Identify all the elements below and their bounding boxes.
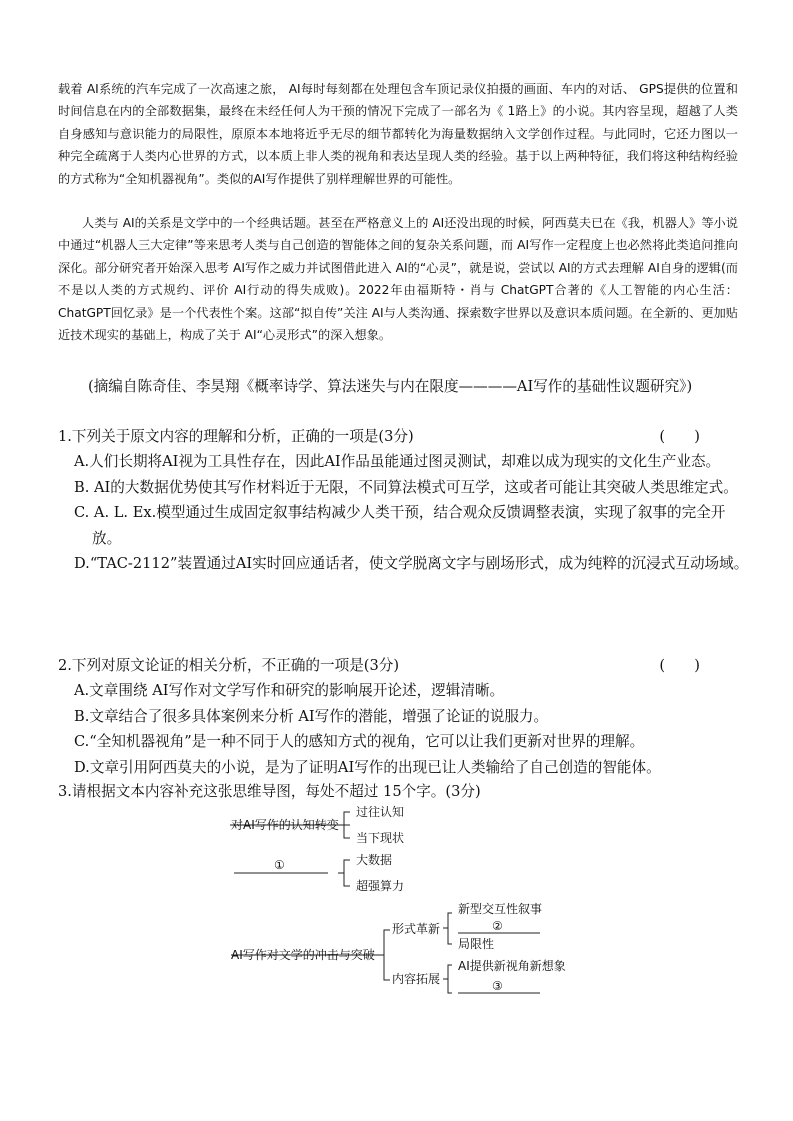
mindmap-node-past-cognition: 过往认知 [356, 805, 405, 819]
mindmap-node-current-status: 当下现状 [356, 831, 405, 845]
question-2-stem-text: 2.下列对原文论证的相关分析，不正确的一项是(3分) [58, 657, 400, 674]
question-1-option-c[interactable]: C. A. L. Ex.模型通过生成固定叙事结构减少人类干预，结合观众反馈调整表演，实现了叙事的完全开放。 [74, 504, 726, 547]
question-1-stem-text: 1.下列关于原文内容的理解和分析，正确的一项是(3分) [58, 428, 414, 445]
mindmap-node-content-expansion: 内容拓展 [392, 972, 441, 986]
question-1-option-d[interactable]: D.“TAC-2112”装置通过AI实时回应通话者，使文学脱离文字与剧场形式，成为纯粹的沉浸式互动场域。 [74, 555, 749, 572]
mindmap-node-interactive-narrative: 新型交互性叙事 [458, 902, 543, 916]
mindmap-node-cognition-change: 对AI写作的认知转变 [231, 818, 339, 832]
question-2-option-d[interactable]: D.文章引用阿西莫夫的小说，是为了证明AI写作的出现已让人类输给了自己创造的智能体。 [74, 758, 661, 776]
passage-source: (摘编自陈奇佳、李昊翔《概率诗学、算法迷失与内在限度————AI写作的基础性议题研究》) [88, 378, 693, 395]
mindmap-node-big-data: 大数据 [356, 853, 393, 867]
passage-paragraph-2-text: 人类与 AI的关系是文学中的一个经典话题。甚至在严格意义上的 AI还没出现的时候，阿西莫夫已在《我，机器人》等小说中通过“机器人三大定律”等来思考人类与自己创造的智能体之间的复杂关系问题，而 AI写作一定程度上也必然将此类追问推向深化。部分研究者开始深入思考 AI写作之威力并试图借此进入 AI的“心灵”，就是说，尝试以 AI的方式去理解 AI自身的逻辑(而不是以人类的方式规约、评价 AI行动的得失成败)。2022年由福斯特・肖与 ChatGPT合著的《人工智能的内心生活：ChatGPT回忆录》是一个代表性个案。这部“拟自传”关注 AI与人类沟通、探索数字世界以及意识本质问题。在全新的、更加贴近技术现实的基础上，构成了关于 AI“心灵形式”的深入想象。 [58, 216, 738, 343]
answer-blank-paren[interactable]: ( ) [659, 657, 700, 674]
question-2-option-b[interactable]: B.文章结合了很多具体案例来分析 AI写作的潜能，增强了论证的说服力。 [74, 707, 549, 725]
answer-blank-paren[interactable]: ( ) [659, 428, 700, 445]
mindmap-node-new-perspective: AI提供新视角新想象 [458, 959, 566, 973]
question-1-option-b[interactable]: B. AI的大数据优势使其写作材料近于无限，不同算法模式可互学，这或者可能让其突破人类思维定式。 [74, 478, 738, 496]
question-2-option-c[interactable]: C.“全知机器视角”是一种不同于人的感知方式的视角，它可以让我们更新对世界的理解。 [74, 733, 645, 750]
question-2-option-a[interactable]: A.文章围绕 AI写作对文学写作和研究的影响展开论述，逻辑清晰。 [74, 682, 505, 699]
mindmap-node-form-innovation: 形式革新 [392, 922, 441, 936]
mindmap-blank-3[interactable]: ③ [492, 979, 503, 993]
mindmap-blank-1[interactable]: ① [274, 858, 285, 872]
mindmap-node-computing-power: 超强算力 [356, 879, 405, 893]
question-1-option-a[interactable]: A.人们长期将AI视为工具性存在，因此AI作品虽能通过图灵测试，却难以成为现实的文化生产业态。 [74, 453, 721, 470]
passage-paragraph-1: 载着 AI系统的汽车完成了一次高速之旅， AI每时每刻都在处理包含车顶记录仪拍摄的画面、车内的对话、 GPS提供的位置和时间信息在内的全部数据集，最终在未经任何人为干预的情况下完成了一部名为《 1路上》的小说。其内容呈现，超越了人类自身感知与意识能力的局限性，原原本本地将近乎无尽的细节都转化为海量数据纳入文学创作过程。与此同时，它还力图以一种完全疏离于人类内心世界的方式，以本质上非人类的视角和表达呈现人类的经验。基于以上两种特征，我们将这种结构经验的方式称为“全知机器视角”。类似的AI写作提供了别样理解世界的可能性。 [58, 82, 738, 186]
mindmap-node-limitations: 局限性 [458, 937, 495, 951]
mindmap-blank-2[interactable]: ② [492, 919, 503, 933]
question-3-stem-text: 3.请根据文本内容补充这张思维导图，每处不超过 15个字。(3分) [58, 783, 481, 800]
mindmap-node-impact-breakthrough: AI写作对文学的冲击与突破 [231, 948, 375, 962]
